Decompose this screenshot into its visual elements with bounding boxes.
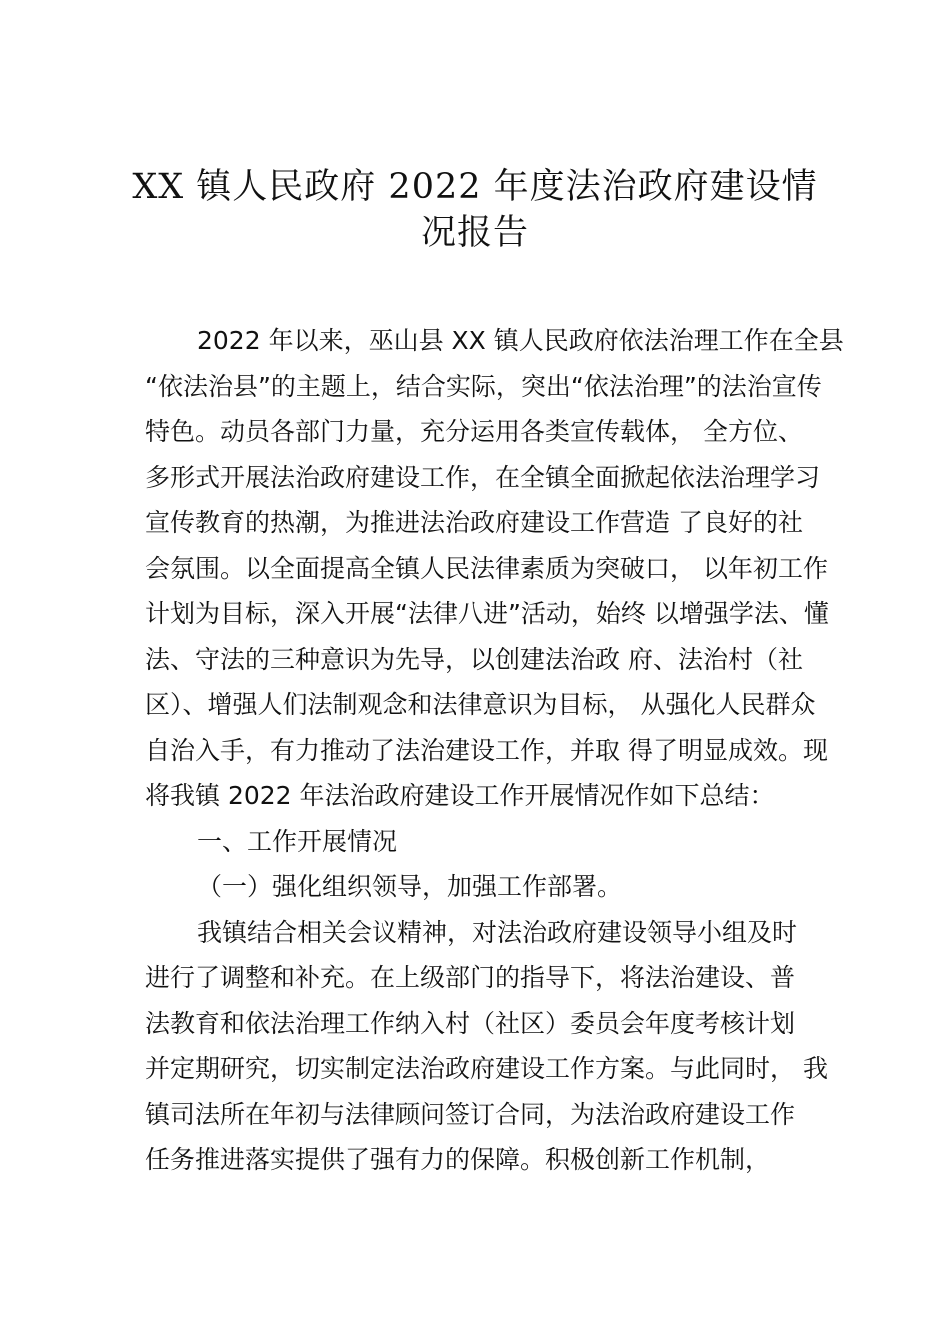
title-line-2: 况报告 bbox=[420, 212, 529, 253]
paragraph-line: 法教育和依法治理工作纳入村（社区）委员会年度考核计划 bbox=[145, 1008, 796, 1038]
paragraph-line: 镇司法所在年初与法律顾问签订合同，为法治政府建设工作 bbox=[145, 1099, 796, 1129]
paragraph-intro-line: 会氛围。以全面提高全镇人民法律素质为突破口， 以年初工作 bbox=[145, 553, 828, 583]
paragraph-intro-line: 将我镇 2022 年法治政府建设工作开展情况作如下总结： bbox=[145, 781, 775, 810]
paragraph-intro-line: 计划为目标，深入开展“法律八进”活动，始终 以增强学法、懂 bbox=[145, 599, 829, 628]
paragraph-intro-line: 区）、增强人们法制观念和法律意识为目标， 从强化人民群众 bbox=[145, 690, 816, 719]
paragraph-intro-line: 多形式开展法治政府建设工作，在全镇全面掀起依法治理学习 bbox=[145, 462, 821, 492]
subsection-heading: （一）强化组织领导，加强工作部署。 bbox=[197, 872, 623, 901]
document-body bbox=[145, 318, 844, 1183]
paragraph-intro-line: 2022 年以来，巫山县 XX 镇人民政府依法治理工作在全县 bbox=[197, 326, 844, 355]
paragraph-intro-line: “依法治县”的主题上，结合实际，突出“依法治理”的法治宣传 bbox=[145, 371, 822, 401]
paragraph-intro-line: 法、守法的三种意识为先导，以创建法治政 府、法治村（社 bbox=[145, 644, 803, 674]
section-heading: 一、工作开展情况 bbox=[197, 826, 398, 856]
document-title bbox=[120, 158, 830, 253]
paragraph-intro-line: 宣传教育的热潮，为推进法治政府建设工作营造 了良好的社 bbox=[145, 508, 803, 537]
paragraph-intro-line: 特色。动员各部门力量，充分运用各类宣传载体， 全方位、 bbox=[145, 417, 803, 446]
paragraph-line: 进行了调整和补充。在上级部门的指导下，将法治建设、普 bbox=[145, 963, 796, 992]
title-line-1: XX 镇人民政府 2022 年度法治政府建设情 bbox=[132, 167, 818, 207]
paragraph-intro-line: 自治入手，有力推动了法治建设工作，并取 得了明显成效。现 bbox=[145, 735, 828, 765]
paragraph-line: 我镇结合相关会议精神，对法治政府建设领导小组及时 bbox=[197, 917, 798, 947]
paragraph-line: 并定期研究，切实制定法治政府建设工作方案。与此同时， 我 bbox=[145, 1054, 828, 1083]
paragraph-line: 任务推进落实提供了强有力的保障。积极创新工作机制， bbox=[145, 1145, 771, 1174]
